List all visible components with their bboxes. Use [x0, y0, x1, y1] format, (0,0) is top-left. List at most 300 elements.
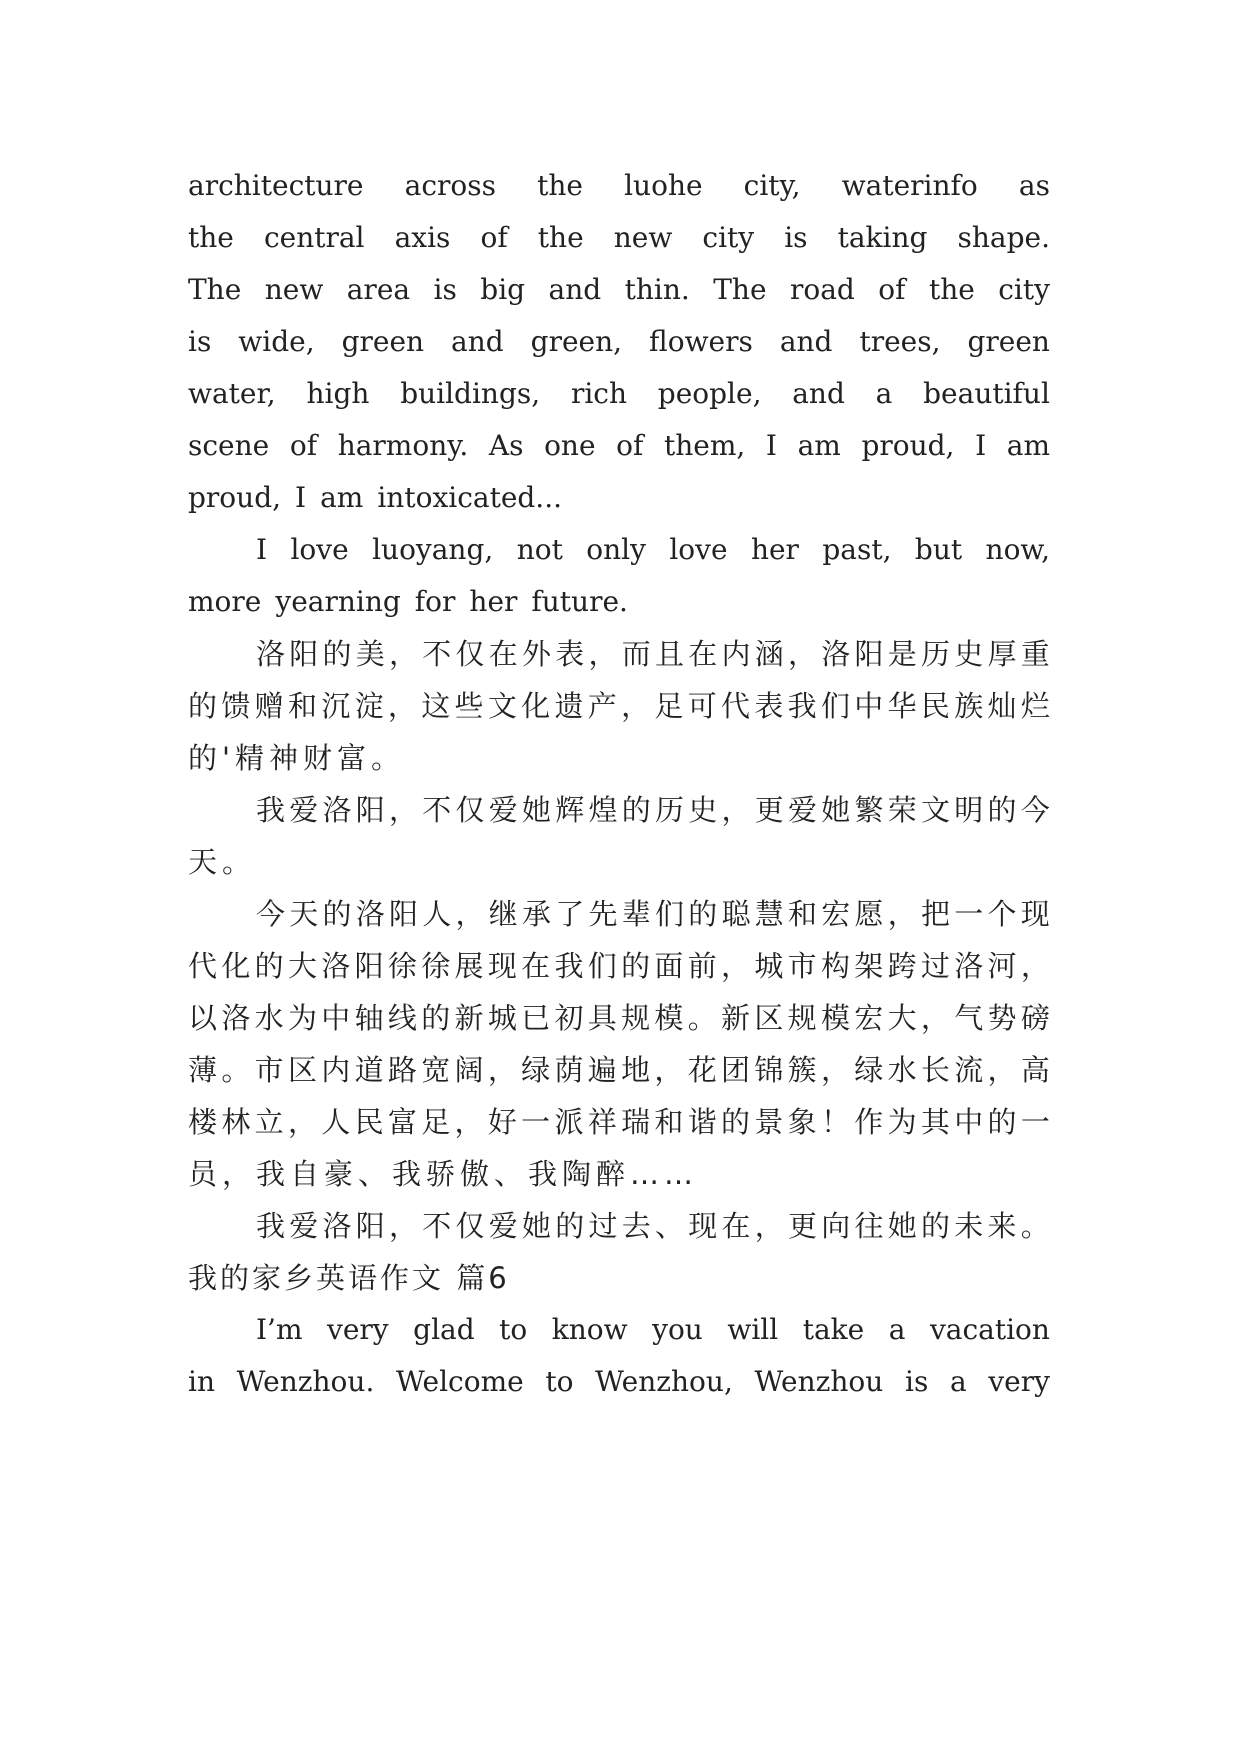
- word: not: [516, 533, 563, 566]
- word: and: [792, 377, 845, 410]
- character: ，: [621, 689, 651, 723]
- word: green: [967, 325, 1050, 358]
- character: 林: [221, 1105, 251, 1139]
- character: ，: [920, 1001, 950, 1035]
- character: 阳: [355, 1209, 385, 1243]
- character: 爱: [488, 793, 518, 827]
- word: As: [488, 429, 524, 462]
- character: 的: [987, 793, 1017, 827]
- word: of: [878, 273, 906, 306]
- character: 的: [921, 1209, 951, 1243]
- word: love: [290, 533, 349, 566]
- character: 史: [954, 637, 984, 671]
- character: 区: [754, 1001, 784, 1035]
- word: one: [544, 429, 596, 462]
- character: 仅: [455, 1209, 485, 1243]
- word: the: [537, 169, 583, 202]
- word: and: [779, 325, 833, 358]
- character: 磅: [1020, 1001, 1050, 1035]
- word: very: [327, 1313, 389, 1346]
- character: 绿: [521, 1053, 551, 1087]
- text-line: 天。: [188, 845, 257, 879]
- character: 新: [721, 1001, 751, 1035]
- character: 现: [487, 949, 517, 983]
- word: the: [537, 221, 584, 254]
- text-line: [256, 894, 1050, 934]
- character: ，: [588, 637, 618, 671]
- character: 来: [987, 1209, 1017, 1243]
- word: of: [616, 429, 644, 462]
- text-line: [188, 1050, 1050, 1090]
- character: 构: [820, 949, 850, 983]
- character: 楼: [188, 1105, 218, 1139]
- character: 族: [954, 689, 984, 723]
- character: 承: [522, 897, 552, 931]
- character: 天: [289, 897, 319, 931]
- character: 荫: [554, 1053, 584, 1087]
- word: thin.: [624, 273, 690, 306]
- character: 在: [521, 949, 551, 983]
- word: am: [1006, 429, 1050, 462]
- character: 明: [954, 793, 984, 827]
- character: 文: [921, 793, 951, 827]
- character: 和: [654, 1105, 684, 1139]
- character: 瑞: [621, 1105, 651, 1139]
- character: 的: [254, 949, 284, 983]
- character: 她: [522, 1209, 552, 1243]
- character: 新: [454, 1001, 484, 1035]
- character: 爱: [289, 1209, 319, 1243]
- character: 个: [987, 897, 1017, 931]
- character: ，: [454, 1105, 484, 1139]
- text-line: [188, 426, 1050, 466]
- character: 不: [422, 1209, 452, 1243]
- word: intoxicated...: [377, 481, 563, 514]
- character: 宽: [421, 1053, 451, 1087]
- word: shape.: [957, 221, 1050, 254]
- character: 愿: [854, 897, 884, 931]
- word: is: [904, 1365, 929, 1398]
- character: 徐: [421, 949, 451, 983]
- character: 阳: [389, 897, 419, 931]
- character: 架: [854, 949, 884, 983]
- word: as: [1018, 169, 1050, 202]
- character: 规: [621, 1001, 651, 1035]
- character: 文: [487, 689, 517, 723]
- character: 民: [920, 689, 950, 723]
- character: ，: [887, 897, 917, 931]
- word: to: [545, 1365, 574, 1398]
- character: 已: [521, 1001, 551, 1035]
- character: 具: [587, 1001, 617, 1035]
- word: city: [998, 273, 1050, 306]
- character: 气: [954, 1001, 984, 1035]
- character: 的: [688, 897, 718, 931]
- character: 我: [256, 793, 286, 827]
- character: 更: [788, 1209, 818, 1243]
- character: 遍: [587, 1053, 617, 1087]
- character: 洛: [321, 949, 351, 983]
- character: ，: [389, 1209, 419, 1243]
- character: ，: [654, 1053, 684, 1087]
- word: very: [988, 1365, 1050, 1398]
- text-line: [188, 686, 1050, 726]
- character: 轴: [354, 1001, 384, 1035]
- character: 不: [422, 637, 452, 671]
- word: architecture: [188, 169, 364, 202]
- character: 而: [621, 637, 651, 671]
- character: 和: [287, 689, 317, 723]
- word: am: [320, 481, 364, 514]
- word: to: [499, 1313, 528, 1346]
- character: 长: [920, 1053, 950, 1087]
- character: 洛: [821, 637, 851, 671]
- character: 表: [754, 689, 784, 723]
- text-line: [256, 634, 1050, 674]
- character: 先: [588, 897, 618, 931]
- character: 为: [287, 1001, 317, 1035]
- character: 过: [920, 949, 950, 983]
- word: and: [548, 273, 602, 306]
- character: 一: [521, 1105, 551, 1139]
- character: 跨: [887, 949, 917, 983]
- character: 前: [687, 949, 717, 983]
- character: 灿: [987, 689, 1017, 723]
- character: 好: [487, 1105, 517, 1139]
- character: ，: [389, 637, 419, 671]
- character: 在: [688, 637, 718, 671]
- character: 流: [954, 1053, 984, 1087]
- character: 她: [887, 1209, 917, 1243]
- character: 历: [655, 793, 685, 827]
- character: 们: [587, 949, 617, 983]
- word: a: [949, 1365, 967, 1398]
- character: 更: [754, 793, 784, 827]
- character: 的: [621, 793, 651, 827]
- word: and: [451, 325, 504, 358]
- character: 把: [921, 897, 951, 931]
- character: 涵: [754, 637, 784, 671]
- character: 去: [621, 1209, 651, 1243]
- character: 阔: [454, 1053, 484, 1087]
- character: 宏: [821, 897, 851, 931]
- character: 历: [921, 637, 951, 671]
- character: 景: [754, 1105, 784, 1139]
- character: 烂: [1020, 689, 1050, 723]
- character: 未: [954, 1209, 984, 1243]
- text-line: [188, 478, 1050, 518]
- word: I: [975, 429, 987, 462]
- character: 她: [821, 793, 851, 827]
- character: 中: [854, 689, 884, 723]
- character: 团: [721, 1053, 751, 1087]
- text-line: [256, 530, 1050, 570]
- character: 的: [322, 637, 352, 671]
- character: 爱: [788, 793, 818, 827]
- word: The: [188, 273, 242, 306]
- character: 聪: [721, 897, 751, 931]
- character: 立: [254, 1105, 284, 1139]
- character: 锦: [754, 1053, 784, 1087]
- character: 厚: [987, 637, 1017, 671]
- word: I: [765, 429, 777, 462]
- word: axis: [394, 221, 451, 254]
- word: proud,: [188, 481, 282, 514]
- word: big: [480, 273, 526, 306]
- character: 人: [321, 1105, 351, 1139]
- word: in: [188, 1365, 215, 1398]
- character: 谐: [687, 1105, 717, 1139]
- character: 了: [555, 897, 585, 931]
- character: ，: [389, 793, 419, 827]
- character: 是: [887, 637, 917, 671]
- word: a: [888, 1313, 906, 1346]
- character: 、: [655, 1209, 685, 1243]
- text-line: [188, 998, 1050, 1038]
- character: 地: [621, 1053, 651, 1087]
- text-line: [188, 1362, 1050, 1402]
- character: 的: [188, 689, 218, 723]
- character: 洛: [256, 637, 286, 671]
- text-line: [256, 790, 1050, 830]
- word: I: [295, 481, 307, 514]
- character: 人: [422, 897, 452, 931]
- character: 的: [621, 949, 651, 983]
- character: 繁: [854, 793, 884, 827]
- character: 市: [254, 1053, 284, 1087]
- character: 史: [688, 793, 718, 827]
- character: 足: [654, 689, 684, 723]
- character: 爱: [289, 793, 319, 827]
- character: 华: [887, 689, 917, 723]
- character: 内: [321, 1053, 351, 1087]
- character: 在: [488, 637, 518, 671]
- word: take: [802, 1313, 865, 1346]
- word: now,: [985, 533, 1050, 566]
- word: waterinfo: [841, 169, 978, 202]
- character: 绿: [854, 1053, 884, 1087]
- word: a: [875, 377, 893, 410]
- character: 洛: [954, 949, 984, 983]
- word: only: [586, 533, 646, 566]
- character: 徐: [387, 949, 417, 983]
- character: 面: [654, 949, 684, 983]
- word: new: [613, 221, 673, 254]
- text-line: [188, 270, 1050, 310]
- text-line: [188, 582, 1050, 622]
- word: The: [713, 273, 767, 306]
- character: 仅: [455, 793, 485, 827]
- character: 花: [687, 1053, 717, 1087]
- word: know: [551, 1313, 628, 1346]
- character: 遗: [554, 689, 584, 723]
- word: wide,: [238, 325, 315, 358]
- character: 阳: [289, 637, 319, 671]
- word: city: [702, 221, 755, 254]
- word: future.: [531, 585, 628, 618]
- word: you: [652, 1313, 703, 1346]
- character: 城: [487, 1001, 517, 1035]
- character: 。: [221, 1053, 251, 1087]
- character: 为: [887, 1105, 917, 1139]
- character: ，: [754, 1209, 784, 1243]
- character: 洛: [322, 1209, 352, 1243]
- character: 仅: [455, 637, 485, 671]
- character: 继: [488, 897, 518, 931]
- character: 化: [521, 689, 551, 723]
- character: 们: [820, 689, 850, 723]
- character: 一: [954, 897, 984, 931]
- character: 。: [1020, 1209, 1050, 1243]
- character: 祥: [587, 1105, 617, 1139]
- character: 高: [1020, 1053, 1050, 1087]
- word: is: [433, 273, 457, 306]
- character: 阳: [854, 637, 884, 671]
- character: 她: [522, 793, 552, 827]
- text-line: [188, 218, 1050, 258]
- section-heading: 我的家乡英语作文 篇6: [188, 1261, 510, 1295]
- character: 和: [788, 897, 818, 931]
- character: 阳: [355, 793, 385, 827]
- character: ，: [987, 1053, 1017, 1087]
- character: 这: [421, 689, 451, 723]
- character: 市: [787, 949, 817, 983]
- character: 化: [221, 949, 251, 983]
- word: rich: [570, 377, 627, 410]
- character: 规: [787, 1001, 817, 1035]
- character: 水: [254, 1001, 284, 1035]
- word: love: [669, 533, 728, 566]
- text-line: [188, 1102, 1050, 1142]
- character: 以: [188, 1001, 218, 1035]
- character: 重: [1020, 637, 1050, 671]
- character: 富: [387, 1105, 417, 1139]
- character: 们: [655, 897, 685, 931]
- character: 些: [454, 689, 484, 723]
- word: scene: [188, 429, 270, 462]
- text-line: 员，我自豪、我骄傲、我陶醉……: [188, 1157, 699, 1191]
- word: proud,: [861, 429, 955, 462]
- word: her: [469, 585, 518, 618]
- word: green,: [530, 325, 623, 358]
- word: her: [750, 533, 799, 566]
- word: I: [256, 533, 268, 566]
- character: 往: [854, 1209, 884, 1243]
- character: 象: [787, 1105, 817, 1139]
- character: 薄: [188, 1053, 218, 1087]
- word: of: [289, 429, 318, 462]
- character: 洛: [322, 793, 352, 827]
- word: Wenzhou,: [595, 1365, 733, 1398]
- character: 馈: [221, 689, 251, 723]
- character: 中: [321, 1001, 351, 1035]
- word: harmony.: [337, 429, 469, 462]
- text-line: [188, 374, 1050, 414]
- word: is: [188, 325, 212, 358]
- word: trees,: [859, 325, 941, 358]
- word: past,: [822, 533, 892, 566]
- character: 河: [987, 949, 1017, 983]
- word: Wenzhou: [754, 1365, 884, 1398]
- character: 势: [987, 1001, 1017, 1035]
- character: 爱: [488, 1209, 518, 1243]
- character: 辉: [555, 793, 585, 827]
- word: glad: [413, 1313, 475, 1346]
- character: ，: [287, 1105, 317, 1139]
- word: more: [188, 585, 262, 618]
- character: 宏: [854, 1001, 884, 1035]
- word: of: [480, 221, 508, 254]
- character: ，: [721, 793, 751, 827]
- character: 城: [754, 949, 784, 983]
- character: 今: [1020, 793, 1050, 827]
- character: 辈: [621, 897, 651, 931]
- word: the: [188, 221, 234, 254]
- character: ，: [788, 637, 818, 671]
- word: buildings,: [400, 377, 541, 410]
- word: water,: [188, 377, 276, 410]
- word: taking: [837, 221, 928, 254]
- word: vacation: [929, 1313, 1050, 1346]
- character: ，: [455, 897, 485, 931]
- character: 大: [887, 1001, 917, 1035]
- character: 荣: [887, 793, 917, 827]
- word: luoyang,: [372, 533, 494, 566]
- word: luohe: [624, 169, 703, 202]
- character: 过: [588, 1209, 618, 1243]
- text-line: [256, 1310, 1050, 1350]
- character: 代: [188, 949, 218, 983]
- character: 且: [655, 637, 685, 671]
- character: 今: [256, 897, 286, 931]
- character: 初: [554, 1001, 584, 1035]
- character: ，: [1020, 949, 1050, 983]
- character: 煌: [588, 793, 618, 827]
- word: central: [263, 221, 365, 254]
- character: 作: [854, 1105, 884, 1139]
- character: 的: [421, 1001, 451, 1035]
- character: 向: [821, 1209, 851, 1243]
- character: 现: [1020, 897, 1050, 931]
- character: ，: [487, 1053, 517, 1087]
- word: road: [789, 273, 855, 306]
- word: yearning: [275, 585, 401, 618]
- character: 模: [820, 1001, 850, 1035]
- text-line: [188, 946, 1050, 986]
- character: 美: [355, 637, 385, 671]
- text-line: [188, 322, 1050, 362]
- word: people,: [657, 377, 762, 410]
- word: for: [414, 585, 456, 618]
- word: area: [346, 273, 411, 306]
- word: city,: [743, 169, 801, 202]
- text-line: [256, 1206, 1050, 1246]
- character: 路: [387, 1053, 417, 1087]
- character: 表: [555, 637, 585, 671]
- character: 现: [688, 1209, 718, 1243]
- character: 足: [421, 1105, 451, 1139]
- character: 区: [287, 1053, 317, 1087]
- character: 中: [954, 1105, 984, 1139]
- word: beautiful: [923, 377, 1050, 410]
- character: 产: [587, 689, 617, 723]
- character: 代: [721, 689, 751, 723]
- character: 民: [354, 1105, 384, 1139]
- character: 水: [887, 1053, 917, 1087]
- character: 洛: [221, 1001, 251, 1035]
- character: 的: [721, 1105, 751, 1139]
- character: 可: [687, 689, 717, 723]
